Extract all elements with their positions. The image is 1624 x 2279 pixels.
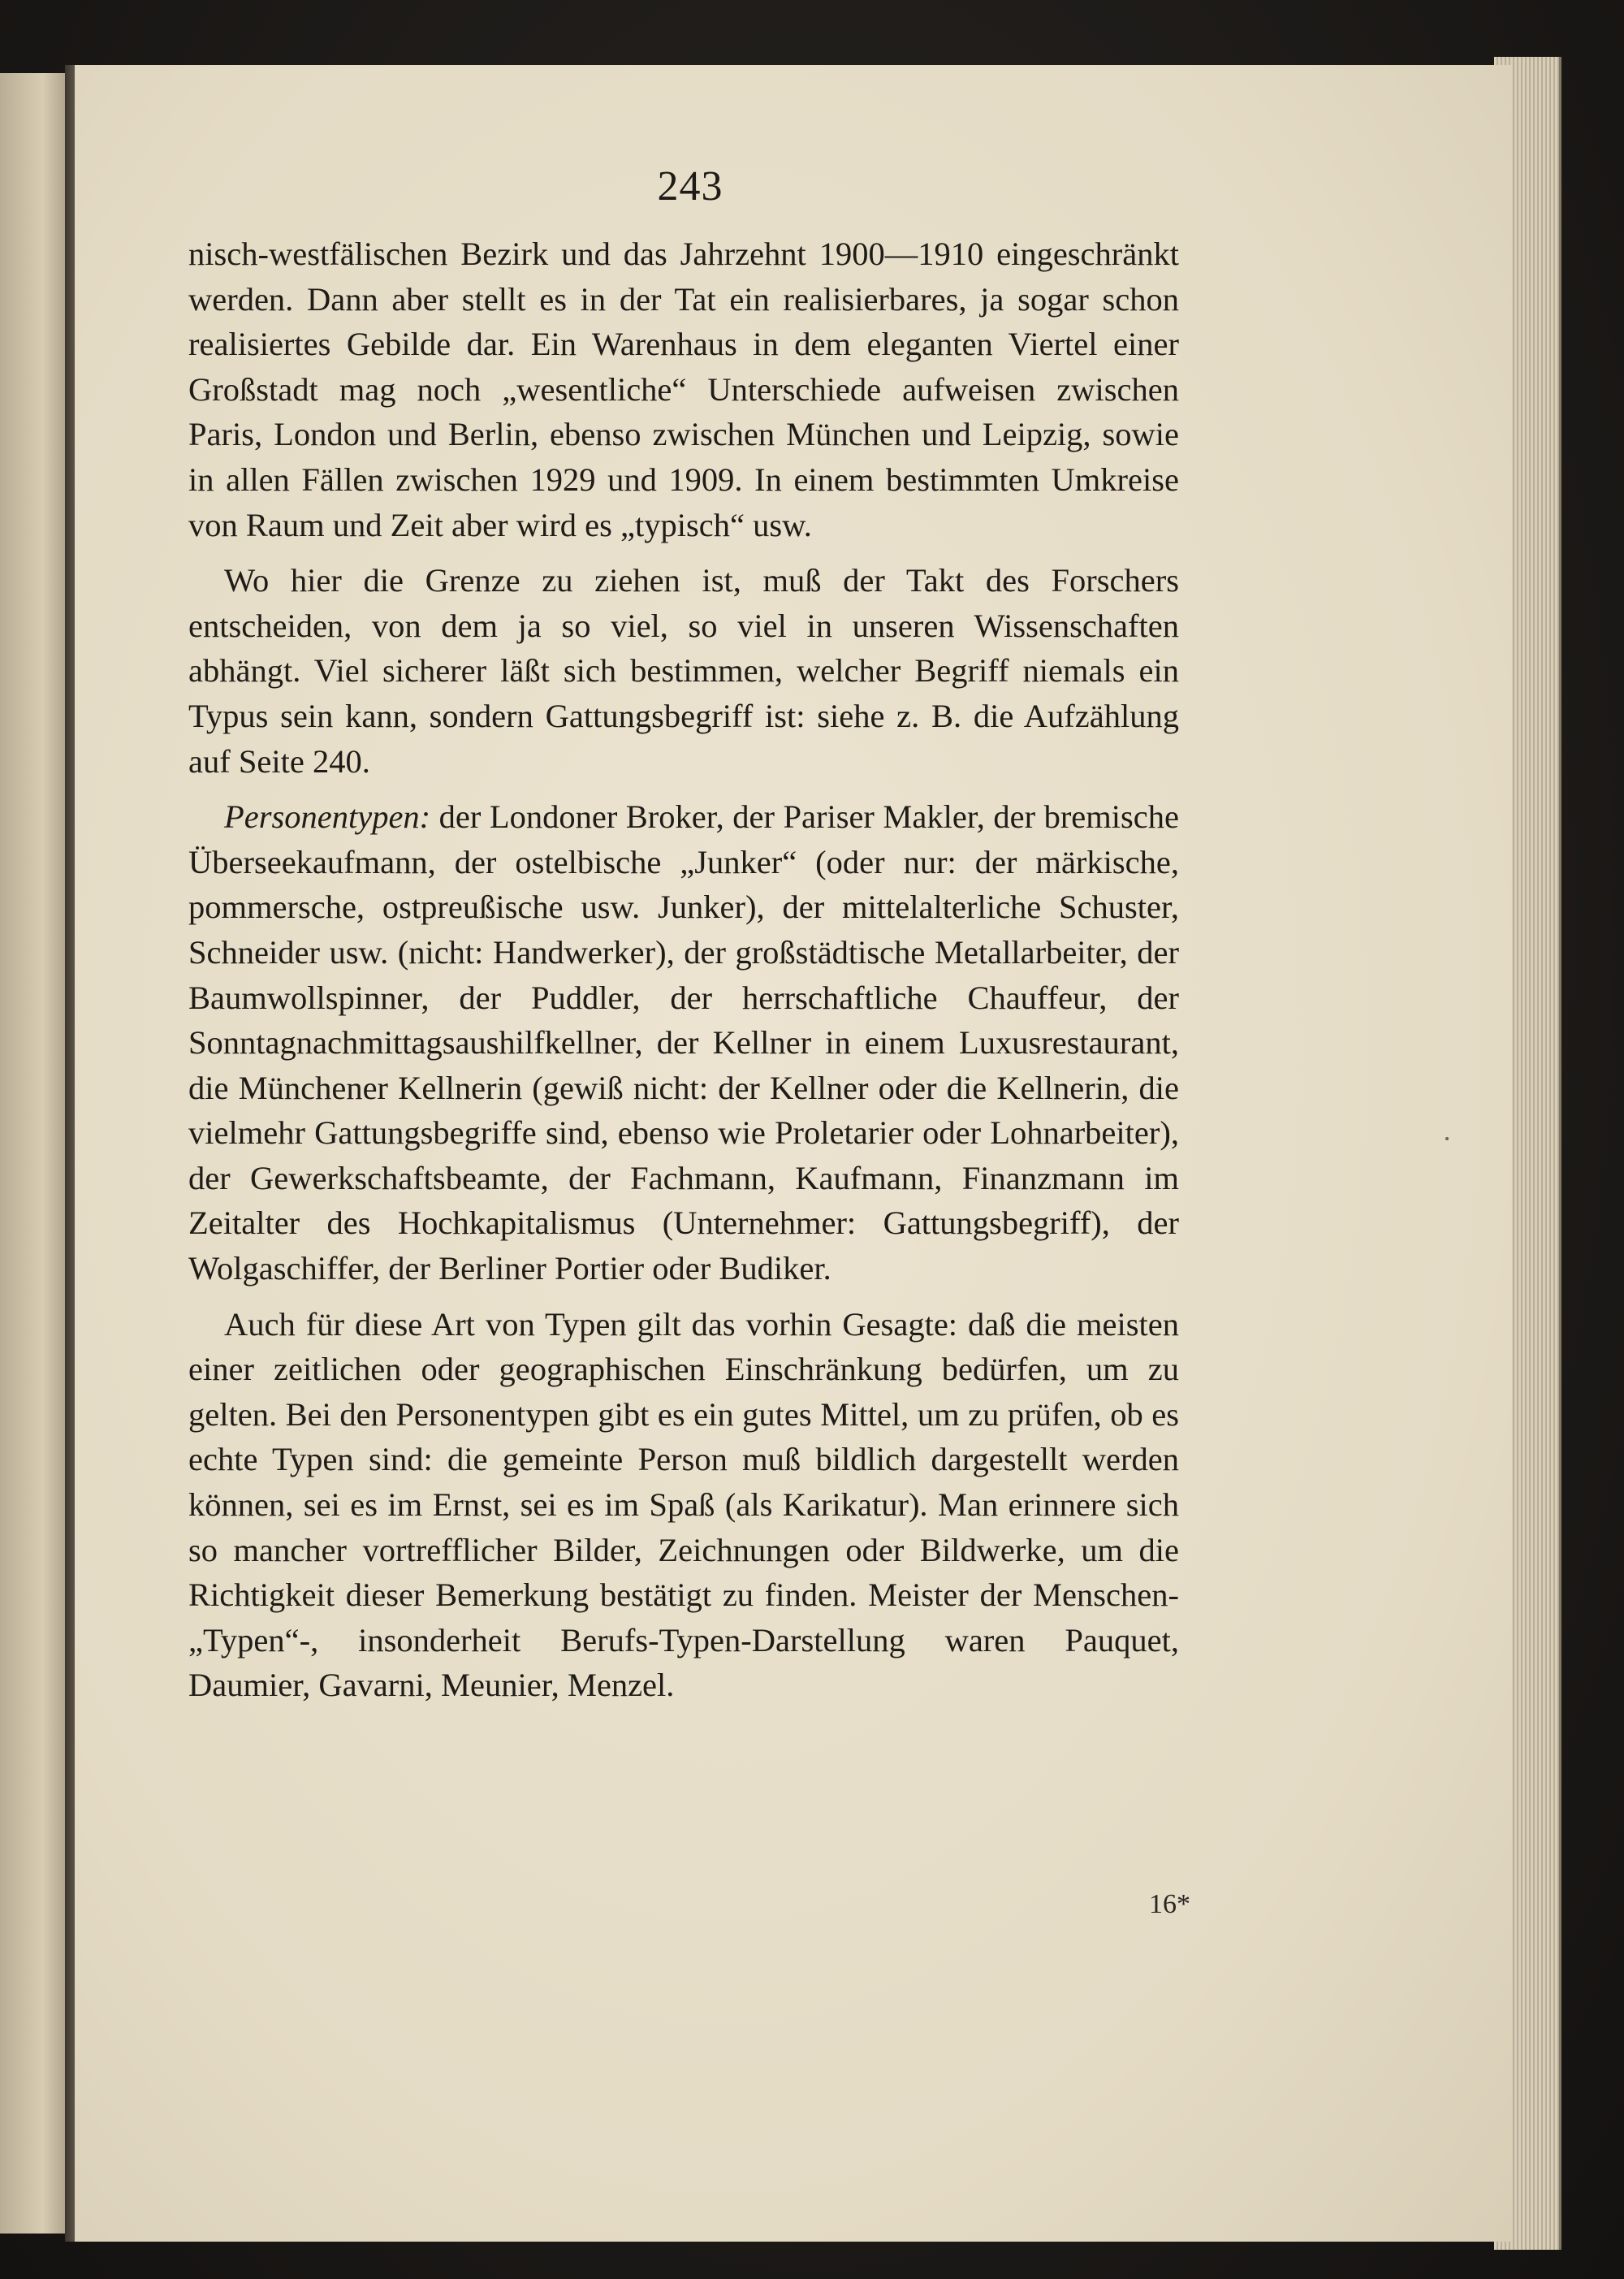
paragraph-1: nisch-westfälischen Bezirk und das Jahrzehnt 1900—1910 eingeschränkt werden. Dann aber stellt es in der Tat ein realisierbares, ja sogar schon realisiertes Gebilde dar. Ein Warenhaus in dem eleganten Viertel einer Großstadt mag noch „wesentliche“ Unterschiede aufweisen zwischen Paris, London und Berlin, ebenso zwischen München und Leipzig, sowie in allen Fällen zwischen 1929 und 1909. In einem bestimmten Umkreise von Raum und Zeit aber wird es „typisch“ usw. bbox=[188, 236, 1179, 543]
paragraph-3 bbox=[188, 794, 1179, 1291]
body-text bbox=[188, 231, 1179, 1708]
paragraph-2: Wo hier die Grenze zu ziehen ist, muß der Takt des Forschers entscheiden, von dem ja so viel, so viel in unseren Wissenschaften abhängt. Viel sicherer läßt sich bestimmen, welcher Begriff niemals ein Typus sein kann, sondern Gattungsbegriff ist: siehe z. B. die Aufzählung auf Seite 240. bbox=[188, 562, 1179, 780]
printer-signature-mark: 16* bbox=[1149, 1889, 1190, 1919]
margin-speck bbox=[1445, 1137, 1449, 1140]
page-number: 243 bbox=[657, 163, 723, 210]
facing-page-edge bbox=[0, 73, 71, 2234]
paragraph-3-lead: Personentypen: bbox=[224, 798, 431, 836]
paragraph-4: Auch für diese Art von Typen gilt das vorhin Gesagte: daß die meisten einer zeitlichen oder geographischen Einschränkung bedürfen, um zu gelten. Bei den Personentypen gibt es ein gutes Mittel, um zu prüfen, ob es echte Typen sind: die gemeinte Person muß bildlich dargestellt werden können, sei es im Ernst, sei es im Spaß (als Karikatur). Man erinnere sich so mancher vortrefflicher Bilder, Zeichnungen oder Bildwerke, um die Richtigkeit dieser Bemerkung bestätigt zu finden. Meister der Menschen-„Typen“-, insonderheit Berufs-Typen-Darstellung waren Pauquet, Daumier, Gavarni, Meunier, Menzel. bbox=[188, 1305, 1179, 1704]
paragraph-3-text: der Londoner Broker, der Pariser Makler, der bremische Überseekaufmann, der ostelbische „Junker“ (oder nur: der märkische, pommersche, ostpreußische usw. Junker), der mittelalterliche Schuster, Schneider usw. (nicht: Handwerker), der großstädtische Metallarbeiter, der Baumwollspinner, der Puddler, der herrschaftliche Chauffeur, der Sonntagnachmittagsaushilfkellner, der Kellner in einem Luxusrestaurant, die Münchener Kellnerin (gewiß nicht: der Kellner oder die Kellnerin, die vielmehr Gattungsbegriffe sind, ebenso wie Proletarier oder Lohnarbeiter), der Gewerkschaftsbeamte, der Fachmann, Kaufmann, Finanzmann im Zeitalter des Hochkapitalismus (Unternehmer: Gattungsbegriff), der Wolgaschiffer, der Berliner Portier oder Budiker. bbox=[188, 798, 1179, 1287]
